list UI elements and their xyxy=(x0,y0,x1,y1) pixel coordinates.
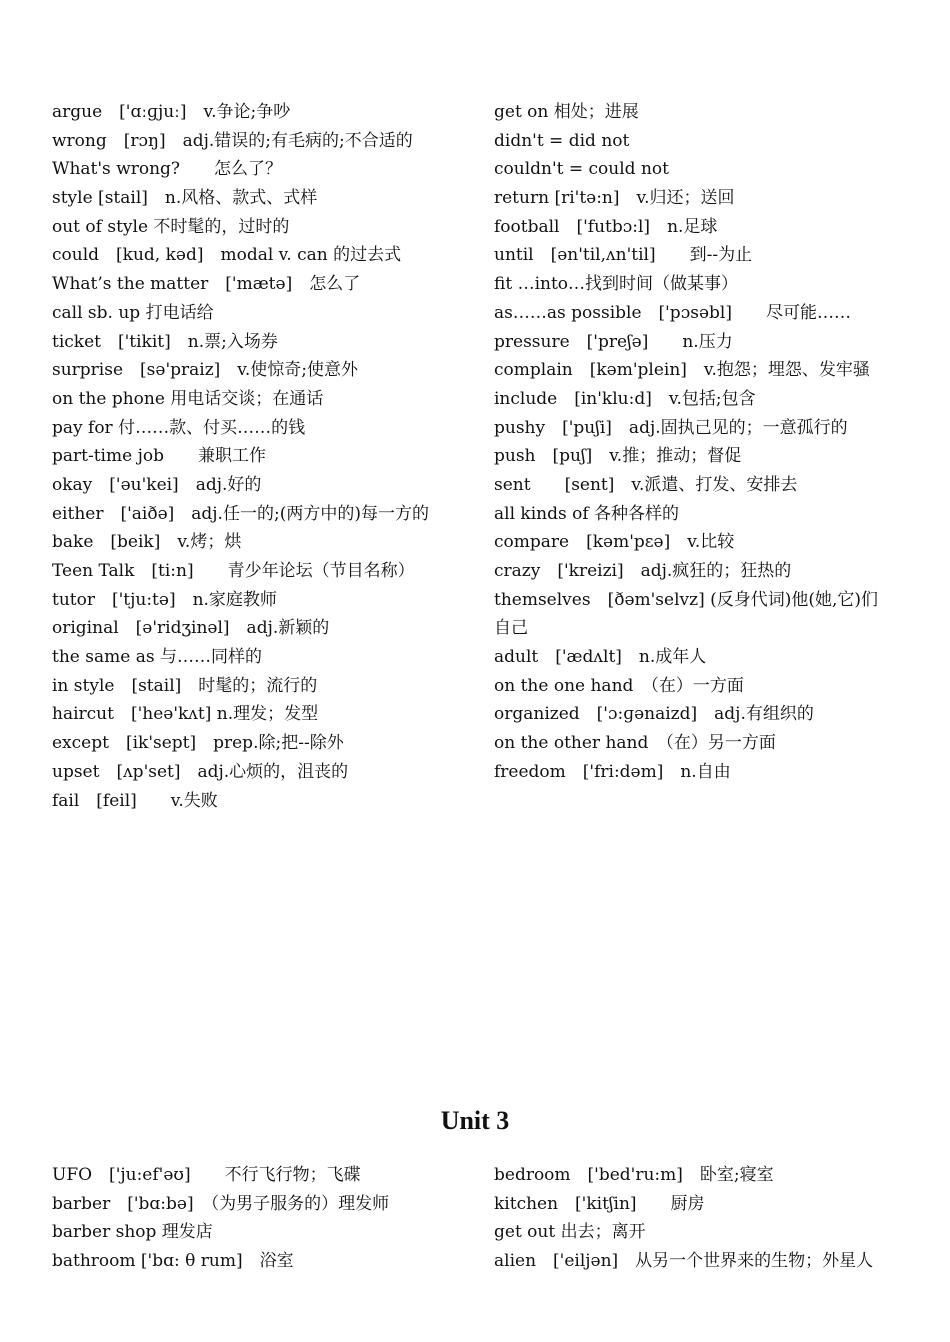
vocab-entry: adult ['ædʌlt] n.成年人 xyxy=(494,647,707,668)
vocab-entry: couldn't = could not xyxy=(494,159,669,180)
vocab-entry: haircut ['heə'kʌt] n.理发；发型 xyxy=(52,704,319,725)
vocab-entry: bathroom ['bɑ: θ rum] 浴室 xyxy=(52,1251,294,1272)
vocab-entry: pushy ['puʃi] adj.固执己见的；一意孤行的 xyxy=(494,417,848,438)
vocab-entry: bake [beik] v.烤；烘 xyxy=(52,532,242,553)
vocab-entry: barber ['bɑ:bə] （为男子服务的）理发师 xyxy=(52,1193,390,1214)
vocab-entry: until [ən'til,ʌn'til] 到--为止 xyxy=(494,245,753,266)
vocab-entry: 自己 xyxy=(494,618,528,639)
vocab-entry: fail [feil] v.失败 xyxy=(52,790,218,811)
unit3-right-column xyxy=(494,1161,914,1276)
vocab-entry: sent [sent] v.派遣、打发、安排去 xyxy=(494,474,798,495)
vocab-entry: football ['futbɔ:l] n.足球 xyxy=(494,216,718,237)
vocab-entry: What’s the matter ['mætə] 怎么了 xyxy=(52,274,361,295)
vocab-entry: on the other hand （在）另一方面 xyxy=(494,733,776,754)
vocab-entry: the same as 与……同样的 xyxy=(52,647,262,668)
vocab-entry: compare [kəm'pɛə] v.比较 xyxy=(494,532,735,553)
vocab-entry: get on 相处；进展 xyxy=(494,102,639,122)
vocab-entry: freedom ['fri:dəm] n.自由 xyxy=(494,761,731,782)
vocab-entry: surprise [sə'praiz] v.使惊奇;使意外 xyxy=(52,360,359,381)
vocab-entry: include [in'klu:d] v.包括;包含 xyxy=(494,388,756,409)
vocab-entry: okay ['əu'kei] adj.好的 xyxy=(52,474,262,495)
vocab-entry: style [stail] n.风格、款式、式样 xyxy=(52,188,318,209)
vocab-entry: in style [stail] 时髦的；流行的 xyxy=(52,675,318,696)
vocab-entry: on the phone 用电话交谈；在通话 xyxy=(52,388,324,409)
vocab-entry: didn't = did not xyxy=(494,130,630,151)
vocab-entry: wrong [rɔŋ] adj.错误的;有毛病的;不合适的 xyxy=(52,130,413,151)
vocab-entry: on the one hand （在）一方面 xyxy=(494,675,744,696)
vocab-entry: return [ri'tə:n] v.归还；送回 xyxy=(494,188,735,209)
vocab-entry: push [puʃ] v.推；推动；督促 xyxy=(494,446,742,467)
vocab-entry: complain [kəm'plein] v.抱怨；埋怨、发牢骚 xyxy=(494,360,870,381)
unit3-left-column xyxy=(52,1161,472,1276)
unit2-left-column xyxy=(52,98,472,815)
vocab-entry: get out 出去；离开 xyxy=(494,1222,646,1243)
vocab-entry: original [ə'ridʒinəl] adj.新颖的 xyxy=(52,618,330,639)
vocab-entry: out of style 不时髦的，过时的 xyxy=(52,216,290,237)
vocab-entry: UFO ['ju:ef'əʊ] 不行飞行物；飞碟 xyxy=(52,1165,361,1185)
vocab-entry: tutor ['tju:tə] n.家庭教师 xyxy=(52,589,277,610)
vocab-entry: kitchen ['kitʃin] 厨房 xyxy=(494,1193,705,1214)
vocab-entry: Teen Talk [ti:n] 青少年论坛（节目名称） xyxy=(52,561,415,581)
vocab-entry: themselves [ðəm'selvz] (反身代词)他(她,它)们 xyxy=(494,589,879,610)
vocab-entry: organized ['ɔ:ɡənaizd] adj.有组织的 xyxy=(494,704,814,725)
vocab-entry: pressure ['preʃə] n.压力 xyxy=(494,331,733,352)
vocab-entry: barber shop 理发店 xyxy=(52,1222,213,1243)
vocab-entry: argue ['ɑːɡjuː] v.争论;争吵 xyxy=(52,102,291,122)
vocab-entry: part-time job 兼职工作 xyxy=(52,446,266,467)
vocab-entry: What's wrong? 怎么了？ xyxy=(52,159,283,180)
vocab-entry: call sb. up 打电话给 xyxy=(52,302,214,323)
vocab-entry: except [ik'sept] prep.除;把--除外 xyxy=(52,733,344,754)
vocab-entry: all kinds of 各种各样的 xyxy=(494,503,680,524)
vocab-entry: pay for 付……款、付买……的钱 xyxy=(52,417,306,438)
vocab-entry: crazy ['kreizi] adj.疯狂的；狂热的 xyxy=(494,561,792,581)
vocab-entry: alien ['eiljən] 从另一个世界来的生物；外星人 xyxy=(494,1251,874,1272)
vocab-entry: bedroom ['bed'ru:m] 卧室;寝室 xyxy=(494,1165,774,1185)
unit2-right-column xyxy=(494,98,914,787)
vocab-entry: as……as possible ['pɔsəbl] 尽可能…… xyxy=(494,302,851,323)
vocab-entry: either ['aiðə] adj.任一的;(两方中的)每一方的 xyxy=(52,503,429,524)
vocab-entry: fit …into…找到时间（做某事） xyxy=(494,274,739,295)
vocab-entry: upset [ʌp'set] adj.心烦的，沮丧的 xyxy=(52,761,349,782)
vocab-entry: ticket ['tikit] n.票;入场券 xyxy=(52,331,278,352)
vocab-entry: could [kud, kəd] modal v. can 的过去式 xyxy=(52,245,402,266)
unit3-heading: Unit 3 xyxy=(440,1106,510,1135)
